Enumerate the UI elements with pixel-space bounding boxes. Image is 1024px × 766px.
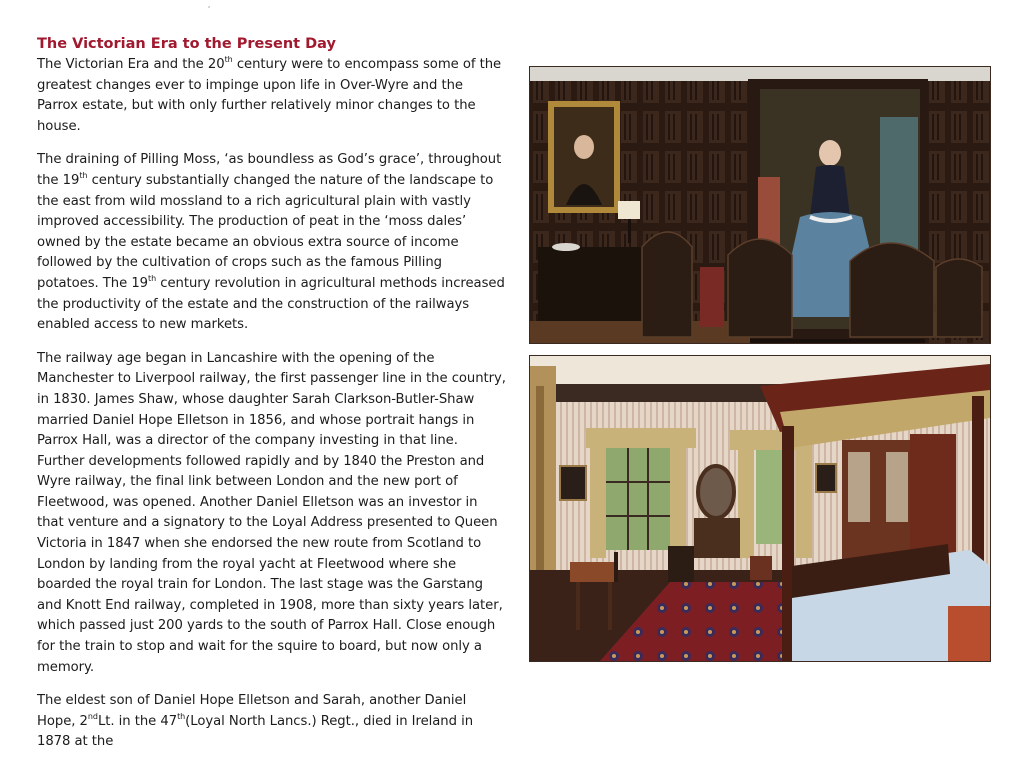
paragraph-2: The draining of Pilling Moss, ‘as boundless as God’s grace’, throughout the 19th century substantially changed the nature of the landscape to the east from wild mossland to a rich agricultural plain with vastly improved accessibility. The production of peat in the ‘moss dales’ owned by the estate became an obvious extra source of income followed by the cultivation of crops such as the famous Pilling potatoes. The 19th century revolution in agricultural methods increased the productivity of the estate and the construction of the railways enabled access to new markets. <box>37 152 505 333</box>
paragraph-4: The eldest son of Daniel Hope Elletson and Sarah, another Daniel Hope, 2ndLt. in the 47th(Loyal North Lancs.) Regt., died in Ireland in 1878 at the <box>37 693 474 750</box>
dining-room-illustration <box>530 67 990 343</box>
bedroom-photo <box>529 355 991 662</box>
bedroom-illustration <box>530 356 990 661</box>
article-text <box>37 36 507 766</box>
paragraph-3: The railway age began in Lancashire with the opening of the Manchester to Liverpool railway, the first passenger line in the country, in 1830. James Shaw, whose daughter Sarah Clarkson-Butler-Shaw married Daniel Hope Elletson in 1856, and whose portrait hangs in Parrox Hall, was a director of the company investing in that line. Further developments followed rapidly and by 1840 the Preston and Wyre railway, the final link between London and the new port of Fleetwood, was opened. Another Daniel Elletson was an investor in that venture and a signatory to the Loyal Address presented to Queen Victoria in 1847 when she endorsed the new route from Scotland to London by landing from the royal yacht at Fleetwood where she boarded the royal train for London. The last stage was the Garstang and Knott End railway, completed in 1908, more than sixty years later, which passed just 200 yards to the south of Parrox Hall. Close enough for the train to stop and wait for the squire to board, but now only a memory. <box>37 350 506 675</box>
paragraph-1: The Victorian Era and the 20th century were to encompass some of the greatest changes ever to impinge upon life in Over-Wyre and the Parrox estate, but with only further relatively minor changes to the house. <box>37 55 502 134</box>
dining-room-photo <box>529 66 991 344</box>
small-portrait <box>548 101 620 213</box>
section-heading: The Victorian Era to the Present Day <box>37 36 336 52</box>
scan-speck <box>208 6 210 8</box>
